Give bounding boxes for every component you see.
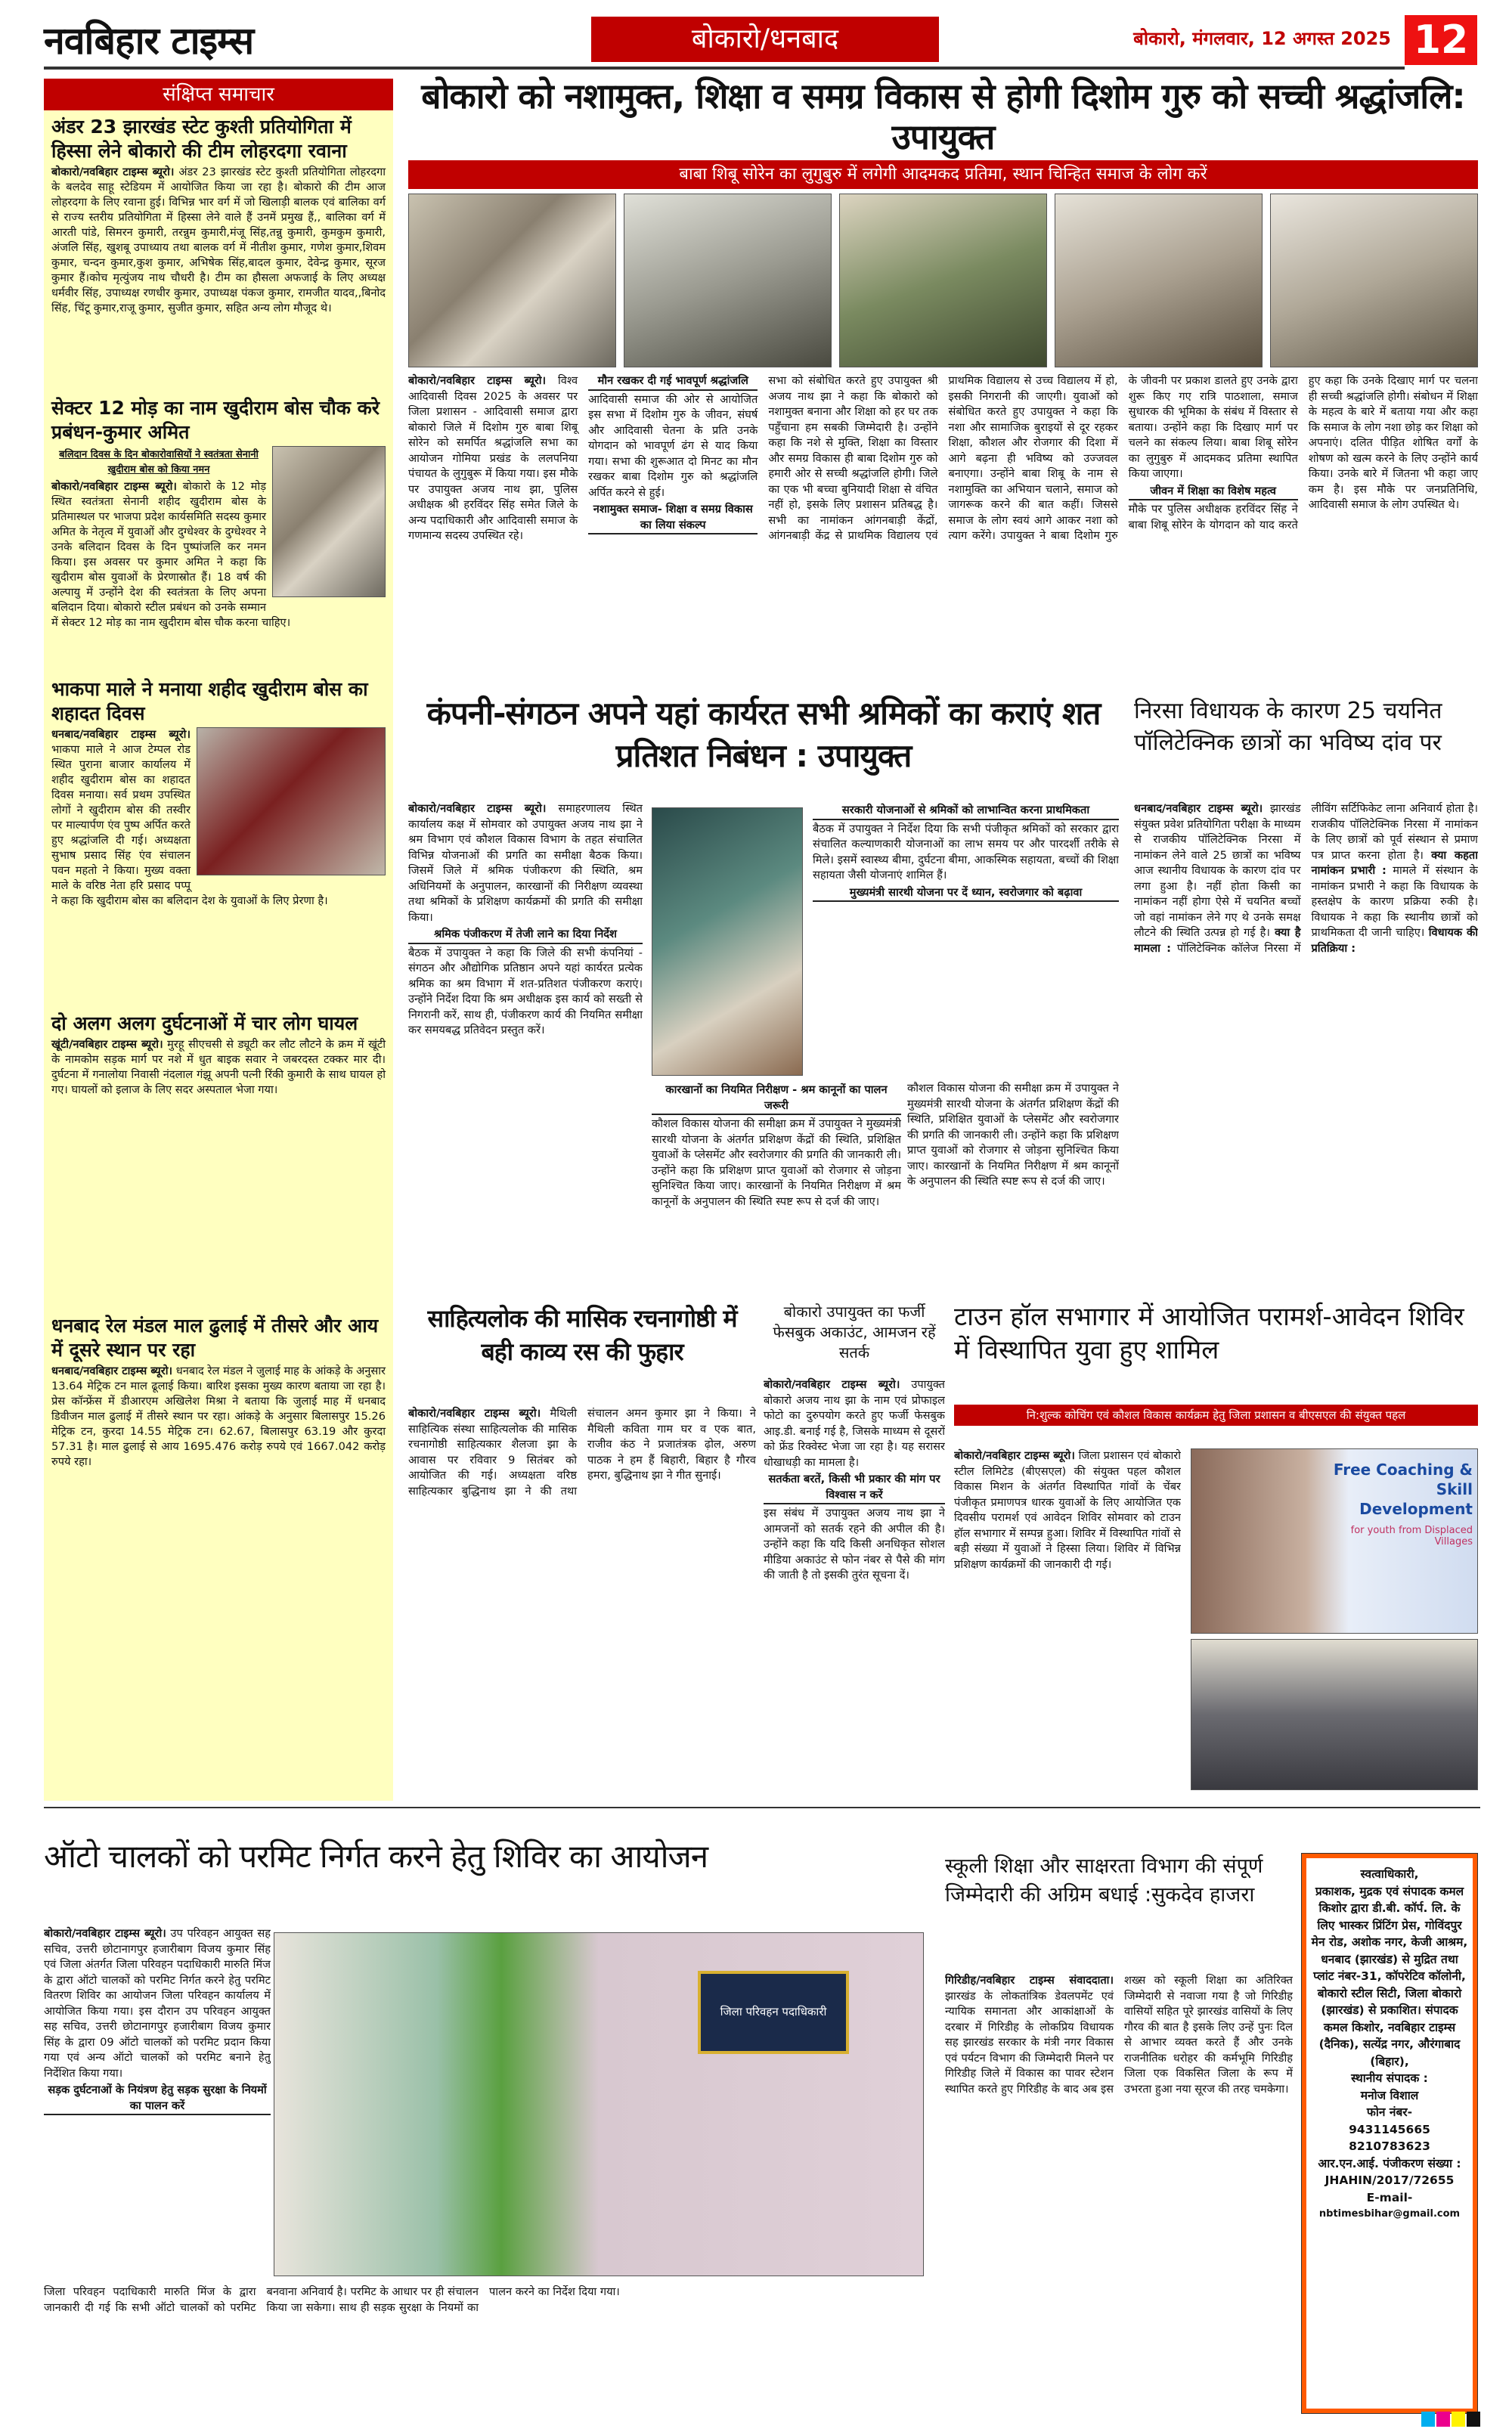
- subheading: नशामुक्त समाज- शिक्षा व समग्र विकास का लिया संकल्प: [588, 502, 758, 534]
- dateline: धनबाद/नवबिहार टाइम्स ब्यूरो।: [51, 728, 191, 741]
- dateline: धनबाद/नवबिहार टाइम्स ब्यूरो।: [1134, 802, 1263, 815]
- dateline: बोकारो/नवबिहार टाइम्स ब्यूरो।: [408, 1407, 541, 1420]
- article-body: उपायुक्त बोकारो अजय नाथ झा के नाम एवं प्रोफाइल फोटो का दुरुपयोग करते हुए फर्जी फेसबुक आइ.डी. बनाई गई है, जिसके माध्यम से दूसरों को फ्रेंड रिक्वेस्ट भेजा जा रहा है। यह सरासर धोखाधड़ी का मामला है।: [764, 1378, 945, 1469]
- brief-headline: भाकपा माले ने मनाया शहीद खुदीराम बोस का शहादत दिवस: [51, 678, 368, 724]
- labour-headline: कंपनी-संगठन अपने यहां कार्यरत सभी श्रमिकों का कराएं शत प्रतिशत निबंधन : उपायुक्त: [426, 695, 1101, 774]
- brief-headline: सेक्टर 12 मोड़ का नाम खुदीराम बोस चौक करे प्रबंधन-कुमार अमित: [51, 397, 380, 443]
- registration-mark-black: [1467, 2412, 1480, 2427]
- article-body: कौशल विकास योजना की समीक्षा क्रम में उपायुक्त ने मुख्यमंत्री सारथी योजना के अंतर्गत प्रशिक्षण केंद्रों की स्थिति, प्रशिक्षित युवाओं के प्लेसमेंट और स्वरोजगार की प्रगति की जानकारी ली। उन्होंने कहा कि प्रशिक्षण प्राप्त युवाओं को रोजगार से जोड़ना सुनिश्चित किया जाए। कारखानों के नियमित निरीक्षण में श्रम कानूनों के अनुपालन की स्थिति स्पष्ट रूप से दर्ज की जाए।: [652, 1117, 901, 1208]
- header-divider: [44, 67, 1405, 70]
- fake-account-headline: बोकारो उपायुक्त का फर्जी फेसबुक अकाउंट, आमजन रहें सतर्क: [773, 1303, 936, 1362]
- registration-mark-cyan: [1421, 2412, 1435, 2427]
- brief-subhead: बलिदान दिवस के दिन बोकारोवासियों ने स्वतंत्रता सेनानी खुदीराम बोस को किया नमन: [59, 449, 259, 476]
- article-body: मुरहू सीएचसी से ड्यूटी कर लौट लौटने के क्रम में खूंटी के नामकोम सड़क मार्ग पर नशे में धुत बाइक सवार ने जबरदस्त टक्कर मार दी। दुर्घटना में गनालोया निवासी नंदलाल गंझू अपनी पत्नी रिंकी कुमारी के साथ घायल हो गए। घायलों को इलाज के लिए सदर अस्पताल भेजा गया।: [51, 1038, 386, 1096]
- masthead: नवबिहार टाइम्स: [44, 19, 254, 63]
- dateline: बोकारो/नवबिहार टाइम्स ब्यूरो।: [954, 1449, 1075, 1462]
- auto-body: [44, 1926, 271, 2282]
- article-body: उप परिवहन आयुक्त सह सचिव, उत्तरी छोटानागपुर हजारीबाग विजय कुमार सिंह एवं जिला अंतर्गत जिला परिवहन पदाधिकारी मारुति मिंज के द्वारा ऑटो चालकों को परमिट निर्गत करने हेतु परमिट वितरण शिविर का आयोजन जिला परिवहन कार्यालय में आयोजित किया गया। इस दौरान उप परिवहन आयुक्त सह सचिव, उत्तरी छोटानागपुर हजारीबाग विजय कुमार सिंह के द्वारा 09 ऑटो चालकों को परमिट प्रदान किया गया एवं अन्य ऑटो चालकों को परमिट बनाने हेतु निर्देशित किया गया।: [44, 1927, 271, 2080]
- brief-news-title: संक्षिप्त समाचार: [44, 79, 393, 110]
- edition-date: बोकारो, मंगलवार, 12 अगस्त 2025: [1133, 28, 1391, 49]
- polytechnic-body: [1134, 801, 1478, 1300]
- townhall-headline: टाउन हॉल सभागार में आयोजित परामर्श-आवेदन शिविर में विस्थापित युवा हुए शामिल: [954, 1302, 1464, 1365]
- lead-photo: [839, 194, 1047, 367]
- townhall-banner: नि:शुल्क कोचिंग एवं कौशल विकास कार्यक्रम हेतु जिला प्रशासन व बीएसएल की संयुक्त पहल: [954, 1405, 1478, 1426]
- article-body: मैथिली साहित्यिक संस्था साहित्यलोक की मासिक रचनागोष्ठी साहित्यकार शैलजा झा के आवास पर रविवार 9 सितंबर को आयोजित की गई। अध्यक्षता वरिष्ठ साहित्यकार बुद्धिनाथ झा ने की तथा संचालन अमन कुमार झा ने किया। ने मैथिली कविता गाम घर व एक बात, राजीव कंठ ने प्रजातंत्रक ढ़ोल, अरुण पाठक ने हम हैं बिहारी, बिहार है गौरव हमरा, बुद्धिनाथ झा ने गीत सुनाई।: [408, 1407, 756, 1498]
- article-body: बोकारो के 12 मोड़ स्थित स्वतंत्रता सेनानी शहीद खुदीराम बोस के प्रतिमास्थल पर भाजपा प्रदेश कार्यसमिति सदस्य कुमार अमित के नेतृत्व में युवाओं और दुग्धेश्वर के दुग्धेश्वर ने उनके बलिदान दिवस के दिन पुष्पांजलि कर नमन किया। इस अवसर पर कुमार अमित ने कहा कि खुदीराम बोस युवाओं के प्रेरणास्रोत हैं। 18 वर्ष की अल्पायु में उन्होंने देश की स्वतंत्रता के लिए अपना बलिदान दिया। बोकारो स्टील प्रबंधन को उनके सम्मान में सेक्टर 12 मोड़ का नाम खुदीराम बोस चौक करना चाहिए।: [51, 480, 291, 629]
- townhall-body: [954, 1448, 1181, 1792]
- article-body: बैठक में उपायुक्त ने कहा कि जिले की सभी कंपनियां - संगठन और औद्योगिक प्रतिष्ठान अपने यहां कार्यरत प्रत्येक श्रमिक का श्रम विभाग में शत-प्रतिशत पंजीकरण कराएं। उन्होंने निर्देश दिया कि श्रम अधीक्षक इस कार्य को सख्ती से निगरानी करें, साथ ही, पंजीकरण कार्य की नियमित समीक्षा कर समयबद्ध प्रतिवेदन प्रस्तुत करें।: [408, 946, 643, 1036]
- phone-number: 8210783623: [1349, 2139, 1430, 2153]
- subheading: मौन रखकर दी गई भावपूर्ण श्रद्धांजलि: [588, 373, 758, 391]
- article-body: समाहरणालय स्थित कार्यालय कक्ष में सोमवार को उपायुक्त अजय नाथ झा ने श्रम विभाग एवं कौशल विकास विभाग के तहत संचालित विभिन्न योजनाओं की प्रगति का समीक्षा बैठक किया। जिसमें जिले में श्रमिक पंजीकरण की स्थिति, श्रम अधिनियमों के अनुपालन, कारखानों की निरीक्षण व्यवस्था तथा श्रमिकों के प्रशिक्षण कार्यक्रमों की प्रगति की समीक्षा किया।: [408, 802, 643, 924]
- banner-caption: for youth from Displaced Villages: [1350, 1525, 1473, 1547]
- townhall-photo-stage: [1191, 1448, 1478, 1634]
- townhall-photo-audience: [1191, 1639, 1478, 1790]
- office-nameplate: जिला परिवहन पदाधिकारी: [698, 1971, 849, 2054]
- subheading: विधायक की प्रतिक्रिया :: [1311, 926, 1478, 955]
- subheading: क्या है मामला :: [1134, 926, 1301, 955]
- subheading: सड़क दुर्घटनाओं के नियंत्रण हेतु सड़क सुरक्षा के नियमों का पालन करें: [44, 2083, 271, 2115]
- dateline: बोकारो/नवबिहार टाइम्स ब्यूरो।: [408, 374, 547, 387]
- school-body: [945, 1973, 1293, 2412]
- dateline: बोकारो/नवबिहार टाइम्स ब्यूरो।: [44, 1927, 166, 1940]
- labour-body-right: [813, 801, 1119, 1077]
- sahitya-body: [408, 1406, 756, 1792]
- article-body: झारखंड के लोकतांत्रिक डेवलपमेंट एवं न्यायिक समानता और आकांक्षाओं के दरबार में गिरिडीह के लोकप्रिय विधायक सह झारखंड सरकार के मंत्री नगर विकास एवं पर्यटन विभाग की जिम्मेदारी मिलने पर गिरिडीह जिले में विकास का पावर स्टेशन स्थापित करते हुए गिरिडीह के बाद अब इस शख्स को स्कूली शिक्षा का अतिरिक्त जिम्मेदारी से नवाजा गया है जो गिरिडीह वासियों सहित पूरे झारखंड वासियों के लिए गौरव की बात है इसके लिए उन्हें पुनः दिल से आभार व्यक्त करते हैं और उनके राजनीतिक धरोहर की कर्मभूमि गिरिडीह जिला एक विकसित जिला के रूप में उभरता हुआ नया सूरज की तरह चमकेगा।: [945, 1974, 1293, 2096]
- article-body: कौशल विकास योजना की समीक्षा क्रम में उपायुक्त ने मुख्यमंत्री सारथी योजना के अंतर्गत प्रशिक्षण केंद्रों की स्थिति, प्रशिक्षित युवाओं के प्लेसमेंट और स्वरोजगार की प्रगति की जानकारी ली। उन्होंने कहा कि प्रशिक्षण प्राप्त युवाओं को रोजगार से जोड़ना सुनिश्चित किया जाए। कारखानों के नियमित निरीक्षण में श्रम कानूनों के अनुपालन की स्थिति स्पष्ट रूप से दर्ज की जाए।: [907, 1082, 1119, 1188]
- labour-body-mid: [652, 1081, 901, 1300]
- dateline: खूंटी/नवबिहार टाइम्स ब्यूरो।: [51, 1038, 163, 1051]
- article-body: धनबाद रेल मंडल ने जुलाई माह के आंकड़े के अनुसार 13.64 मेट्रिक टन माल ढूलाई किया। बारिश इसका मुख्य कारण बताया जा रहा है। प्रेस कॉन्फ्रेंस में डीआरएम अखिलेश मिश्रा ने बताया कि जुलाई माह में धनबाद डिवीजन माल ढुलाई में तीसरे स्थान पर रहा। आंकड़े के अनुसार बिलासपुर 15.26 मेट्रिक टन, कुरदा 14.55 मेट्रिक टन। 62.67, बिलासपुर 63.19 और कुरदा 57.31 है। माल ढुलाई से आय 1695.476 करोड़ रुपये एवं 1667.042 करोड़ रुपये रहा।: [51, 1365, 386, 1468]
- subheading: सरकारी योजनाओं से श्रमिकों को लाभान्वित करना प्राथमिकता: [813, 803, 1119, 820]
- auto-headline: ऑटो चालकों को परमिट निर्गत करने हेतु शिविर का आयोजन: [44, 1838, 708, 1875]
- statue-photo: [272, 446, 386, 597]
- labour-meeting-photo: [652, 807, 803, 1076]
- section-label: बोकारो/धनबाद: [591, 17, 939, 62]
- dateline: बोकारो/नवबिहार टाइम्स ब्यूरो।: [408, 802, 547, 815]
- article-body: सभा को संबोधित करते हुए उपायुक्त श्री अजय नाथ झा ने कहा कि बोकारो को नशामुक्त बनाना और शिक्षा को हर घर तक पहुँचाना हम सबकी जिम्मेदारी है। उन्होंने कहा कि नशे से मुक्ति, शिक्षा का विस्तार और समग्र विकास ही बाबा दिशोम गुरु को हमारी ओर से सच्ची श्रद्धांजलि होगी। जिले का एक भी बच्चा बुनियादी शिक्षा से वंचित नहीं हो, इसके लिए प्रशासन प्रतिबद्ध है। सभी का नामांकन आंगनबाड़ी केंद्रों, आंगनबाड़ी केंद्र से प्राथमिक विद्यालय एवं प्राथमिक विद्यालय से उच्च विद्यालय में हो, इसकी निगरानी की जाएगी। युवाओं को संबोधित करते हुए उपायुक्त ने कहा कि नशा और सामाजिक बुराइयों से दूर रहकर शिक्षा, कौशल और रोजगार की दिशा में आगे बढ़ना ही भविष्य को उज्जवल बनाएगा। उन्होंने बाबा शिबू के नाम से नशामुक्ति का अभियान चलाने, समाज को जागरूक करने की बात कहीं। जिससे समाज के लोग स्वयं आगे आकर नशा को त्याग करेंगे। उपायुक्त ने बाबा दिशोम गुरु के जीवनी पर प्रकाश डालते हुए उनके द्वारा शुरू किए गए रात्रि पाठशाला, समाज सुधारक की भूमिका के संबंध में विस्तार से बताया। उन्होंने कहा कि दिखाए मार्ग पर चलने का संकल्प लिया। बाबा शिबू सोरेन का लुगुबुरु में आदमकद प्रतिमा स्थापित किया जाएगा।: [768, 374, 1298, 542]
- registration-mark-yellow: [1452, 2412, 1465, 2427]
- lead-headline: बोकारो को नशामुक्त, शिक्षा व समग्र विकास से होगी दिशोम गुरु को सच्ची श्रद्धांजलि: उपायुक्त: [421, 76, 1465, 157]
- imprint-line: प्रकाशक, मुद्रक एवं संपादक कमल किशोर द्वारा डी.बी. कॉर्प. लि. के लिए भास्कर प्रिंटिंग प्रेस, गोविंदपुर मेन रोड, अशोक नगर, केजी आश्रम, धनबाद (झारखंड) से मुद्रित तथा प्लांट नंबर-31, कॉपरेटिव कॉलोनी, बोकारो स्टील सिटी, जिला बोकारो (झारखंड) से प्रकाशित। संपादक कमल किशोर, नवबिहार टाइम्स (दैनिक), सत्येंद्र नगर, औरंगाबाद (बिहार),: [1311, 1884, 1468, 2068]
- rni-number: JHAHIN/2017/72655: [1325, 2173, 1455, 2187]
- brief-item: [44, 673, 393, 1007]
- lead-photo-strip: [408, 194, 1478, 367]
- lead-banner: बाबा शिबू सोरेन का लुगुबुरु में लगेगी आदमकद प्रतिमा, स्थान चिन्हित समाज के लोग करें: [408, 160, 1478, 189]
- labour-body-right2: [907, 1081, 1119, 1300]
- skill-development-banner: Free Coaching & Skill Development: [1333, 1461, 1473, 1518]
- subheading: क्या कहता नामांकन प्रभारी :: [1311, 848, 1478, 877]
- article-body: झारखंड संयुक्त प्रवेश प्रतियोगिता परीक्षा के माध्यम से राजकीय पॉलिटेक्निक निरसा में नामांकन लेने वाले 25 छात्रों का भविष्य आज स्थानीय विधायक के कारण दांव पर लगा हुआ है। नहीं होता किसी का नामांकन नहीं होगा ऐसे में चयनित बच्चों जो वहां नामांकन लेने गए थे उनके समक्ष लौटने की स्थिति उत्पन्न हो गई है।: [1134, 802, 1301, 939]
- imprint-line: स्थानीय संपादक :: [1351, 2071, 1428, 2085]
- polytechnic-headline: निरसा विधायक के कारण 25 चयनित पॉलिटेक्निक छात्रों का भविष्य दांव पर: [1134, 698, 1442, 756]
- phone-number: 9431145665: [1349, 2122, 1430, 2136]
- brief-headline: धनबाद रेल मंडल माल ढुलाई में तीसरे और आय में दूसरे स्थान पर रहा: [51, 1315, 379, 1361]
- lead-photo: [624, 194, 832, 367]
- lead-photo: [408, 194, 616, 367]
- imprint-line: फोन नंबर-: [1366, 2105, 1413, 2119]
- article-body: जिला परिवहन पदाधिकारी मारुति मिंज के द्वारा जानकारी दी गई कि सभी ऑटो चालकों को परमिट बनवाना अनिवार्य है। परमिट के आधार पर ही संचालन किया जा सकेगा। साथ ही सड़क सुरक्षा के नियमों का पालन करने का निर्देश दिया गया।: [44, 2285, 620, 2314]
- registration-mark-magenta: [1436, 2412, 1450, 2427]
- tribute-photo: [197, 727, 386, 875]
- lead-photo: [1270, 194, 1478, 367]
- article-body: मौके पर पुलिस अधीक्षक हरविंदर सिंह ने बाबा शिबू सोरेन के योगदान को याद करते हुए कहा कि उनके दिखाए मार्ग पर चलना ही सच्ची श्रद्धांजलि होगी। संबोधन में शिक्षा के महत्व के बारे में बताया गया और कहा कि समाज के लोग नशा छोड़ कर शिक्षा को अपनाएं। दलित पीड़ित शोषित वर्गों के शोषण को खत्म करने के लिए उन्होंने कार्य किया। उनके बारे में जितना भी कहा जाए कम है। इस मौके पर जनप्रतिनिधि, आदिवासी समाज के लोग उपस्थित थे।: [1128, 374, 1478, 531]
- article-body: इस संबंध में उपायुक्त अजय नाथ झा ने आमजनों को सतर्क रहने की अपील की है। उन्होंने कहा कि यदि किसी अनधिकृत सोशल मीडिया अकाउंट से फोन नंबर से पैसे की मांग की जाती है तो इसकी तुरंत सूचना दें।: [764, 1507, 945, 1582]
- article-body: मामले में संस्थान के नामांकन प्रभारी ने कहा कि विधायक के हस्तक्षेप के कारण प्रक्रिया रुकी है। विधायक ने कहा कि स्थानीय छात्रों को प्राथमिकता दी जानी चाहिए।: [1311, 864, 1478, 939]
- subheading: मुख्यमंत्री सारथी योजना पर दें ध्यान, स्वरोजगार को बढ़ावा: [813, 885, 1119, 903]
- sahitya-headline: साहित्यलोक की मासिक रचनागोष्ठी में बही काव्य रस की फुहार: [427, 1304, 737, 1366]
- school-headline: स्कूली शिक्षा और साक्षरता विभाग की संपूर्ण जिम्मेदारी की अग्रिम बधाई :सुकदेव हाजरा: [945, 1854, 1263, 1907]
- dateline: बोकारो/नवबिहार टाइम्स ब्यूरो।: [51, 166, 175, 178]
- article-body: अंडर 23 झारखंड स्टेट कुश्ती प्रतियोगिता लोहरदगा के बलदेव साहू स्टेडियम में आयोजित किया जा रहा है। बोकारो की टीम आज लोहरदगा के लिए रवाना हुई। विभिन्न भार वर्ग में जो खिलाड़ी बालक एवं बालिका वर्ग से राज्य स्तरीय प्रतियोगिता में हिस्सा लेने वाले हैं उनमें प्रमुख हैं,, बालिका वर्ग में आरती पांडे, सिमरन कुमारी, तरन्नुम कुमारी,मंजू सिंह,तन्नु कुमारी, कुमकुम कुमारी, अंजलि सिंह, खुशबू उपाध्याय तथा बालक वर्ग में नीतीश कुमार, गणेश कुमार,शिवम कुमार, चन्दन कुमार,कुश कुमार, अभिषेक सिंह,बादल कुमार, देवेन्द्र कुमार, सूरज कुमार हैं।कोच मृत्युंजय नाथ चौधरी है। टीम का हौसला अफजाई के लिए अध्यक्ष धर्मवीर सिंह, उपाध्यक्ष रणधीर कुमार, उपाध्यक्ष पंकज कुमार, रामजीत यादव,,बिनोद सिंह, चिंटू कुमार,राजू कुमार, सुजीत कुमार, सहित अन्य लोग मौजूद थे।: [51, 166, 386, 314]
- lead-body: [408, 373, 1478, 683]
- subheading: सतर्कता बरतें, किसी भी प्रकार की मांग पर विश्वास न करें: [764, 1472, 945, 1504]
- email: nbtimesbihar@gmail.com: [1318, 2208, 1461, 2220]
- dateline: बोकारो/नवबिहार टाइम्स ब्यूरो।: [51, 480, 177, 493]
- brief-headline: दो अलग अलग दुर्घटनाओं में चार लोग घायल: [51, 1012, 358, 1034]
- imprint-line: E-mail-: [1366, 2190, 1413, 2204]
- dateline: बोकारो/नवबिहार टाइम्स ब्यूरो।: [764, 1378, 900, 1391]
- article-body: विश्व आदिवासी दिवस 2025 के अवसर पर जिला प्रशासन - आदिवासी समाज द्वारा बोकारो जिले में दिशोम गुरु बाबा शिबू सोरेन को समर्पित श्रद्धांजलि सभा का आयोजन गोमिया प्रखंड के ललपनिया पंचायत के लुगुबुरू में किया गया। इस मौके पर उपायुक्त अजय नाथ झा, पुलिस अधीक्षक श्री हरविंदर सिंह समेत जिले के अन्य पदाधिकारी और आदिवासी समाज के गणमान्य सदस्य उपस्थित रहे।: [408, 374, 578, 542]
- dateline: धनबाद/नवबिहार टाइम्स ब्यूरो।: [51, 1365, 173, 1377]
- subheading: जीवन में शिक्षा का विशेष महत्व: [1129, 484, 1298, 501]
- imprint-line: आर.एन.आई. पंजीकरण संख्या :: [1318, 2156, 1461, 2170]
- article-body: आदिवासी समाज की ओर से आयोजित इस सभा में दिशोम गुरु के जीवन, संघर्ष और आदिवासी चेतना के प्रति उनके योगदान को भावपूर्ण ढंग से याद किया गया। सभा की शुरूआत दो मिनट का मौन रखकर बाबा दिशोम गुरु को श्रद्धांजलि अर्पित करने से हुई।: [588, 392, 758, 499]
- lead-photo: [1055, 194, 1263, 367]
- brief-headline: अंडर 23 झारखंड स्टेट कुश्ती प्रतियोगिता में हिस्सा लेने बोकारो की टीम लोहरदगा रवाना: [51, 116, 352, 162]
- subheading: कारखानों का नियमित निरीक्षण - श्रम कानूनों का पालन जरूरी: [652, 1083, 901, 1115]
- article-body: भाकपा माले ने आज टेम्पल रोड स्थित पुराना बाजार कार्यालय में शहीद खुदीराम बोस का शहादत दिवस मनाया। सर्व प्रथम उपस्थित लोगों ने खुदीराम बोस की तस्वीर पर माल्यार्पण एंव पुष्प अर्पित करते हुए श्रद्धांजलि दी गई। अध्यक्षता सुभाष प्रसाद सिंह एंव संचालन पवन महतो ने किया। मुख्य वक्ता माले के वरिष्ठ नेता हरि प्रसाद पप्पू ने कहा कि खुदीराम बोस का बलिदान देश के युवाओं के लिए प्रेरणा है।: [51, 743, 328, 907]
- dateline: गिरिडीह/नवबिहार टाइम्स संवाददाता।: [945, 1974, 1114, 1987]
- brief-item: [44, 110, 393, 392]
- fake-account-body: [764, 1377, 945, 1792]
- page-number: 12: [1405, 15, 1477, 65]
- brief-item: [44, 1309, 393, 1681]
- brief-news-column: [44, 79, 393, 1801]
- auto-body-bottom: [44, 2285, 924, 2413]
- section-divider: [44, 1807, 1480, 1808]
- imprint-line: मनोज विशाल: [1360, 2088, 1419, 2102]
- print-line-box: [1302, 1854, 1477, 2413]
- article-body: पॉलिटेक्निक कॉलेज निरसा में लीविंग सर्टिफिकेट लाना अनिवार्य होता है। राजकीय पॉलिटेक्निक निरसा में नामांकन के लिए छात्रों को पूर्व संस्थान से प्रमाण पत्र प्राप्त करना होता है।: [1176, 802, 1478, 955]
- brief-item: [44, 392, 393, 673]
- imprint-line: स्वत्वाधिकारी,: [1360, 1867, 1419, 1881]
- auto-permit-photo: [274, 1932, 924, 2276]
- brief-item: [44, 1007, 393, 1309]
- article-body: जिला प्रशासन एवं बोकारो स्टील लिमिटेड (बीएसएल) की संयुक्त पहल कौशल विकास मिशन के अंतर्गत विस्थापित गांवों के चेंबर पंजीकृत प्रमाणपत्र धारक युवाओं के लिए आयोजित एक दिवसीय परामर्श एवं आवेदन शिविर सोमवार को टाउन हॉल सभागार में सम्पन्न हुआ। शिविर में विस्थापित गांवों से बड़ी संख्या में युवाओं ने हिस्सा लिया। शिविर में विभिन्न प्रशिक्षण कार्यक्रमों की जानकारी दी गई।: [954, 1449, 1181, 1571]
- subheading: श्रमिक पंजीकरण में तेजी लाने का दिया निर्देश: [408, 927, 643, 944]
- labour-body-left: [408, 801, 643, 1300]
- article-body: बैठक में उपायुक्त ने निर्देश दिया कि सभी पंजीकृत श्रमिकों को सरकार द्वारा संचालित कल्याणकारी योजनाओं का लाभ समय पर और पारदर्शी तरीके से मिले। इसमें स्वास्थ्य बीमा, दुर्घटना बीमा, आकस्मिक सहायता, बच्चों की शिक्षा सहायता जैसी योजनाएं शामिल हैं।: [813, 822, 1119, 881]
